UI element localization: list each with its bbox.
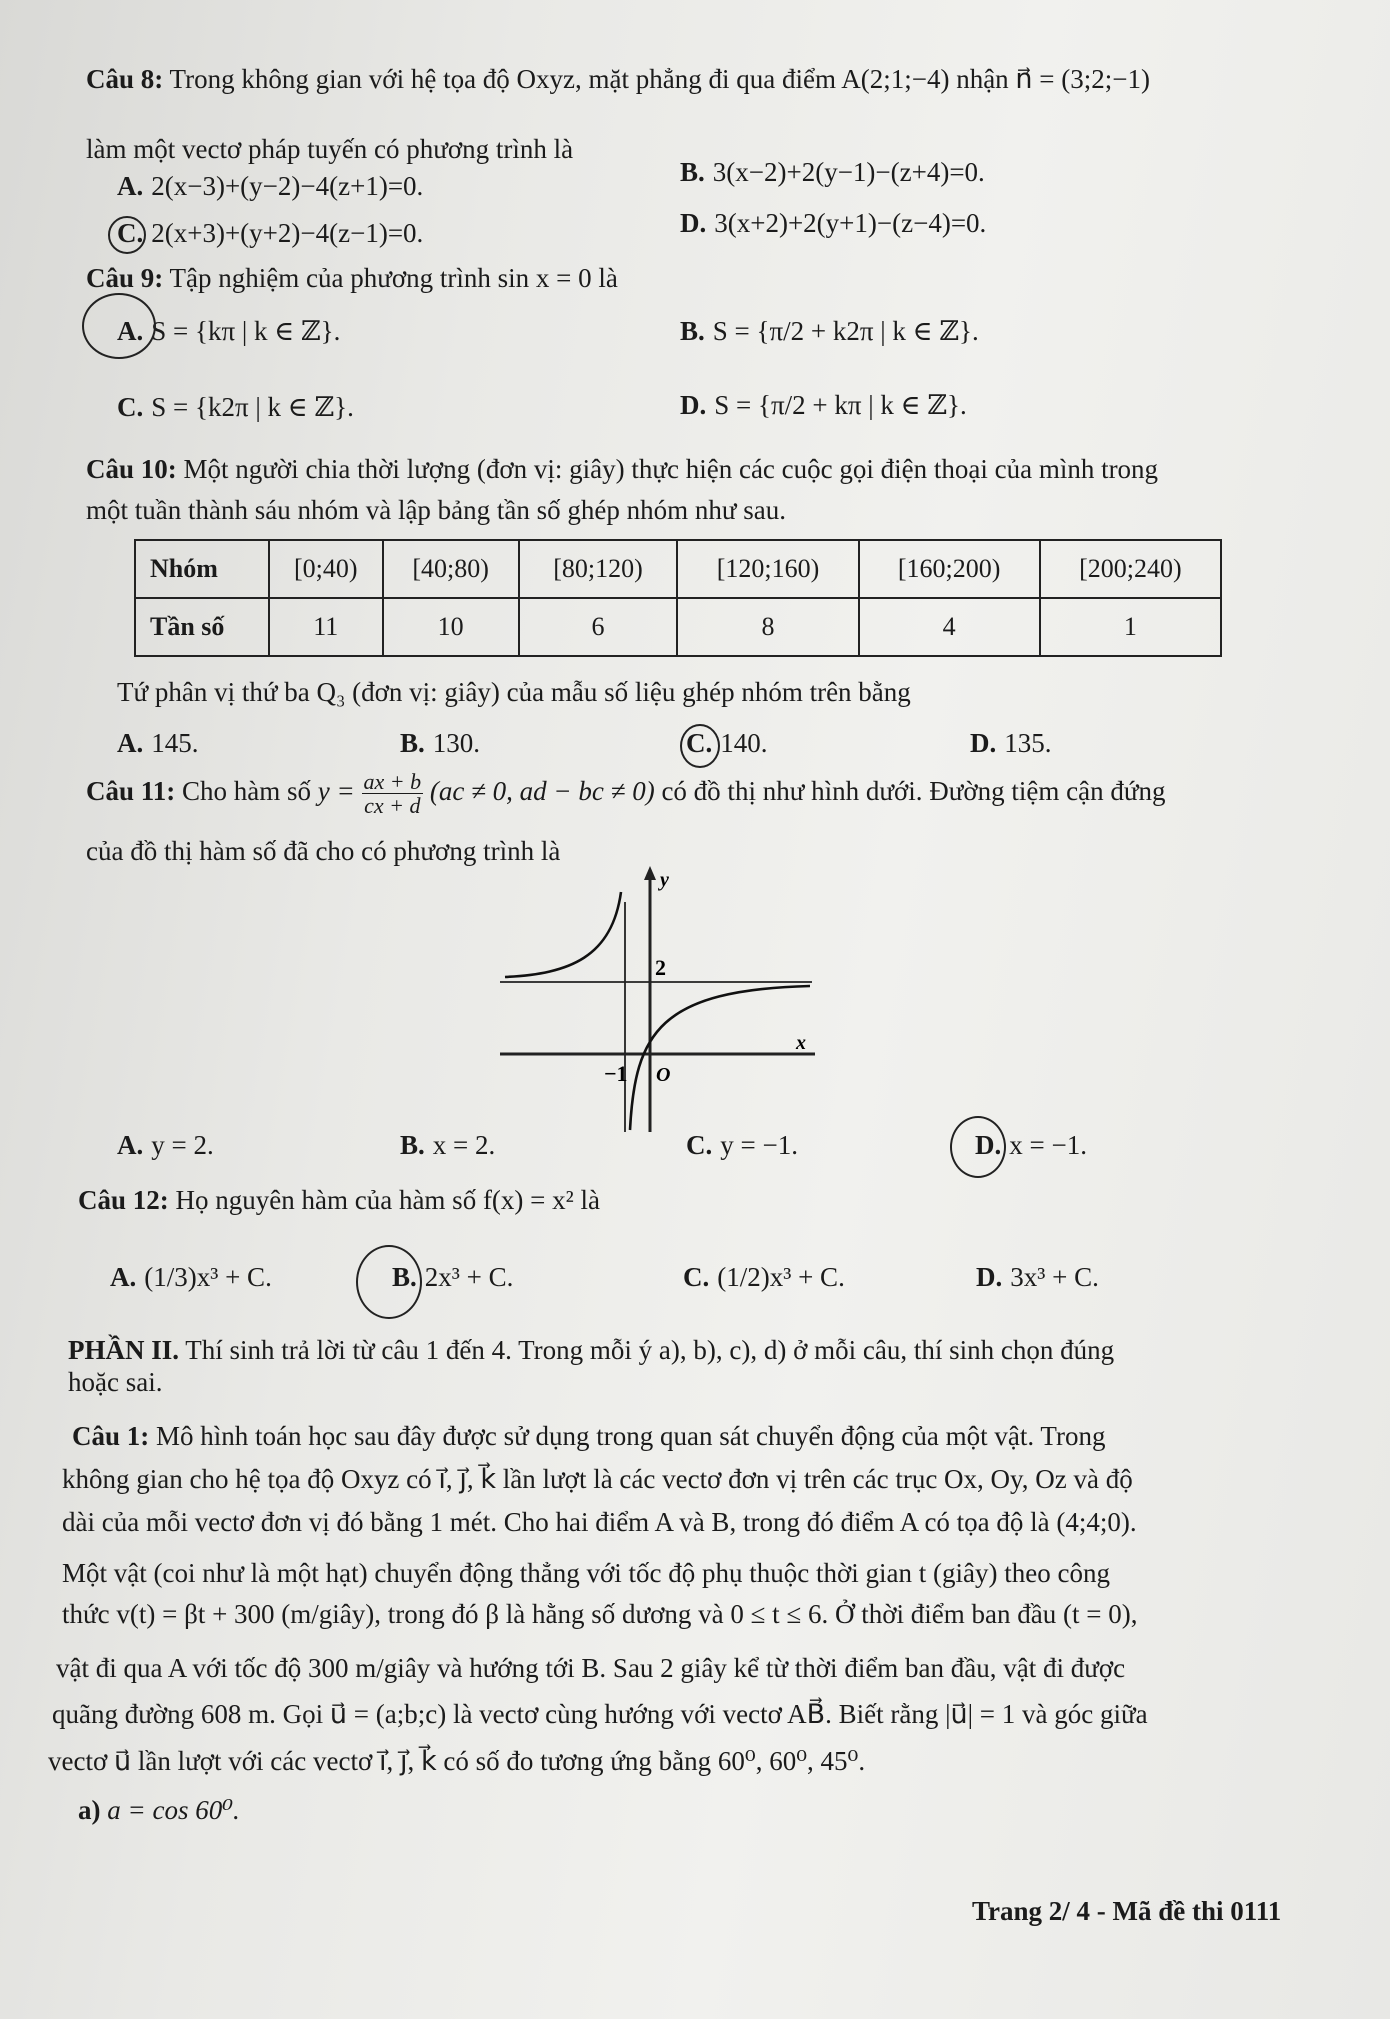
q8-option-a[interactable]: A. 2(x−3)+(y−2)−4(z+1)=0. (117, 171, 424, 201)
q9-text: Tập nghiệm của phương trình sin x = 0 là (169, 263, 618, 293)
y-axis-label: y (660, 869, 669, 891)
table-cell: [200;240) (1040, 540, 1221, 598)
q12-option-c[interactable]: C. (1/2)x³ + C. (683, 1262, 845, 1292)
q10-option-a[interactable]: A. 145. (117, 728, 199, 758)
q9-option-d[interactable]: D. S = {π/2 + kπ | k ∈ ℤ}. (680, 390, 967, 420)
graph-right-branch (630, 986, 810, 1130)
answer-mark-circle (680, 724, 720, 768)
q9-option-b[interactable]: B. S = {π/2 + k2π | k ∈ ℤ}. (680, 316, 979, 346)
answer-mark-circle (950, 1116, 1006, 1178)
table-row (135, 540, 1221, 598)
p2q1-item-a (78, 1793, 240, 1828)
q11-text-b: có đồ thị như hình dưới. Đường tiệm cận đứng (661, 775, 1166, 806)
part2-label: PHẦN II. (68, 1335, 180, 1365)
p2q1-line-3: dài của mỗi vectơ đơn vị đó bằng 1 mét. Cho hai điểm A và B, trong đó điểm A có tọa độ là (4;4;0). (62, 1507, 1137, 1537)
y-axis-arrow-icon (644, 866, 656, 880)
q8-stem (86, 62, 1150, 97)
table-cell: 11 (269, 598, 383, 656)
part2-text: Thí sinh trả lời từ câu 1 đến 4. Trong mỗi ý a), b), c), d) ở mỗi câu, thí sinh chọn đúng (185, 1335, 1115, 1365)
q12-option-b[interactable]: B. 2x³ + C. (392, 1262, 514, 1292)
p2q1-line-6: vật đi qua A với tốc độ 300 m/giây và hướng tới B. Sau 2 giây kể từ thời điểm ban đầu, vật đi được (56, 1653, 1126, 1683)
p2q1-item-a-label: a) (78, 1795, 101, 1825)
q9-label: Câu 9: (86, 263, 164, 293)
q11-func-den: cx + d (364, 793, 421, 819)
q10-text3: Tứ phân vị thứ ba Q₃ (đơn vị: giây) của mẫu số liệu ghép nhóm trên bằng (117, 677, 911, 707)
q11-label: Câu 11: (86, 775, 176, 806)
q8-option-b[interactable]: B. 3(x−2)+2(y−1)−(z+4)=0. (680, 157, 985, 187)
q9-option-c[interactable]: C. S = {k2π | k ∈ ℤ}. (117, 392, 354, 422)
q11-option-d[interactable]: D. x = −1. (975, 1130, 1087, 1160)
q11-option-c[interactable]: C. y = −1. (686, 1130, 798, 1160)
q11-option-b[interactable]: B. x = 2. (400, 1130, 496, 1160)
page-footer: Trang 2/ 4 - Mã đề thi 0111 (972, 1896, 1282, 1926)
q11-text-a: Cho hàm số (182, 775, 312, 806)
q10-option-d[interactable]: D. 135. (970, 728, 1052, 758)
p2q1-line-7: quãng đường 608 m. Gọi u⃗ = (a;b;c) là vectơ cùng hướng với vectơ AB⃗. Biết rằng |u⃗| = 1 và góc giữa (52, 1699, 1148, 1729)
q10-stem (86, 452, 1158, 487)
q11-func-y: y = (317, 775, 355, 806)
q10-text2: một tuần thành sáu nhóm và lập bảng tần số ghép nhóm như sau. (86, 495, 787, 525)
table-cell: 4 (859, 598, 1040, 656)
p2q1-line-1: Câu 1: Mô hình toán học sau đây được sử dụng trong quan sát chuyển động của một vật. Trong (72, 1421, 1106, 1451)
p2q1-line-2: không gian cho hệ tọa độ Oxyz có i⃗, j⃗, k⃗ lần lượt là các vectơ đơn vị trên các trục Ox, Oy, Oz và độ (62, 1464, 1133, 1494)
q9-stem (86, 261, 618, 296)
q8-option-c[interactable]: C. 2(x+3)+(y+2)−4(z−1)=0. (117, 218, 424, 248)
table-cell: [120;160) (677, 540, 858, 598)
origin-label: O (656, 1064, 671, 1086)
table-cell: 1 (1040, 598, 1221, 656)
q11-text2: của đồ thị hàm số đã cho có phương trình là (86, 836, 561, 866)
q10-option-c[interactable]: C. 140. (686, 728, 768, 758)
q9-option-a[interactable]: A. S = {kπ | k ∈ ℤ}. (117, 316, 341, 346)
q11-func-num: ax + b (363, 769, 422, 794)
q12-stem (78, 1183, 600, 1218)
part2-heading (68, 1333, 1114, 1368)
p2q1-item-a-text: a = cos 60⁰. (107, 1795, 240, 1825)
p2q1-line-5: thức v(t) = βt + 300 (m/giây), trong đó β là hằng số dương và 0 ≤ t ≤ 6. Ở thời điểm ban đầu (t = 0), (62, 1599, 1138, 1629)
table-cell: [160;200) (859, 540, 1040, 598)
q12-option-d[interactable]: D. 3x³ + C. (976, 1262, 1099, 1292)
p2q1-line-4: Một vật (coi như là một hạt) chuyển động thẳng với tốc độ phụ thuộc thời gian t (giây) theo công (62, 1558, 1110, 1588)
table-cell: [80;120) (519, 540, 678, 598)
q10-option-b[interactable]: B. 130. (400, 728, 481, 758)
answer-mark-circle (356, 1245, 422, 1319)
table-cell: 10 (383, 598, 519, 656)
q8-text: Trong không gian với hệ tọa độ Oxyz, mặt phẳng đi qua điểm A(2;1;−4) nhận n⃗ = (3;2;−1) (169, 64, 1150, 94)
q12-option-a[interactable]: A. (1/3)x³ + C. (110, 1262, 272, 1292)
graph-left-branch (505, 892, 621, 977)
x-axis-label: x (796, 1032, 806, 1054)
q11-cond: (ac ≠ 0, ad − bc ≠ 0) (429, 775, 655, 806)
tick-label-neg1: −1 (604, 1061, 628, 1086)
hyperbola-graph (500, 862, 820, 1134)
tick-label-2: 2 (655, 955, 666, 980)
q8-label: Câu 8: (86, 64, 164, 94)
p2q1-label: Câu 1: (72, 1421, 150, 1451)
q8-text2: làm một vectơ pháp tuyến có phương trình là (86, 134, 574, 164)
q11-stem (86, 770, 1166, 817)
q10-text: Một người chia thời lượng (đơn vị: giây) thực hiện các cuộc gọi điện thoại của mình trong (183, 454, 1159, 484)
frequency-table (134, 539, 1222, 657)
answer-mark-circle (108, 216, 146, 254)
q12-label: Câu 12: (78, 1185, 169, 1215)
table-row (135, 598, 1221, 656)
answer-mark-circle (82, 293, 156, 359)
table-header-nhom: Nhóm (135, 540, 269, 598)
p2q1-line-8: vectơ u⃗ lần lượt với các vectơ i⃗, j⃗, k⃗ có số đo tương ứng bằng 60⁰, 60⁰, 45⁰. (48, 1746, 866, 1776)
table-cell: [40;80) (383, 540, 519, 598)
q10-label: Câu 10: (86, 454, 177, 484)
table-cell: 6 (519, 598, 678, 656)
q11-fraction (362, 770, 424, 817)
table-cell: 8 (677, 598, 858, 656)
q8-option-d[interactable]: D. 3(x+2)+2(y+1)−(z−4)=0. (680, 208, 987, 238)
table-cell: [0;40) (269, 540, 383, 598)
q12-text: Họ nguyên hàm của hàm số f(x) = x² là (175, 1185, 600, 1215)
q11-option-a[interactable]: A. y = 2. (117, 1130, 214, 1160)
part2-text2: hoặc sai. (68, 1367, 163, 1397)
table-header-tan-so: Tần số (135, 598, 269, 656)
